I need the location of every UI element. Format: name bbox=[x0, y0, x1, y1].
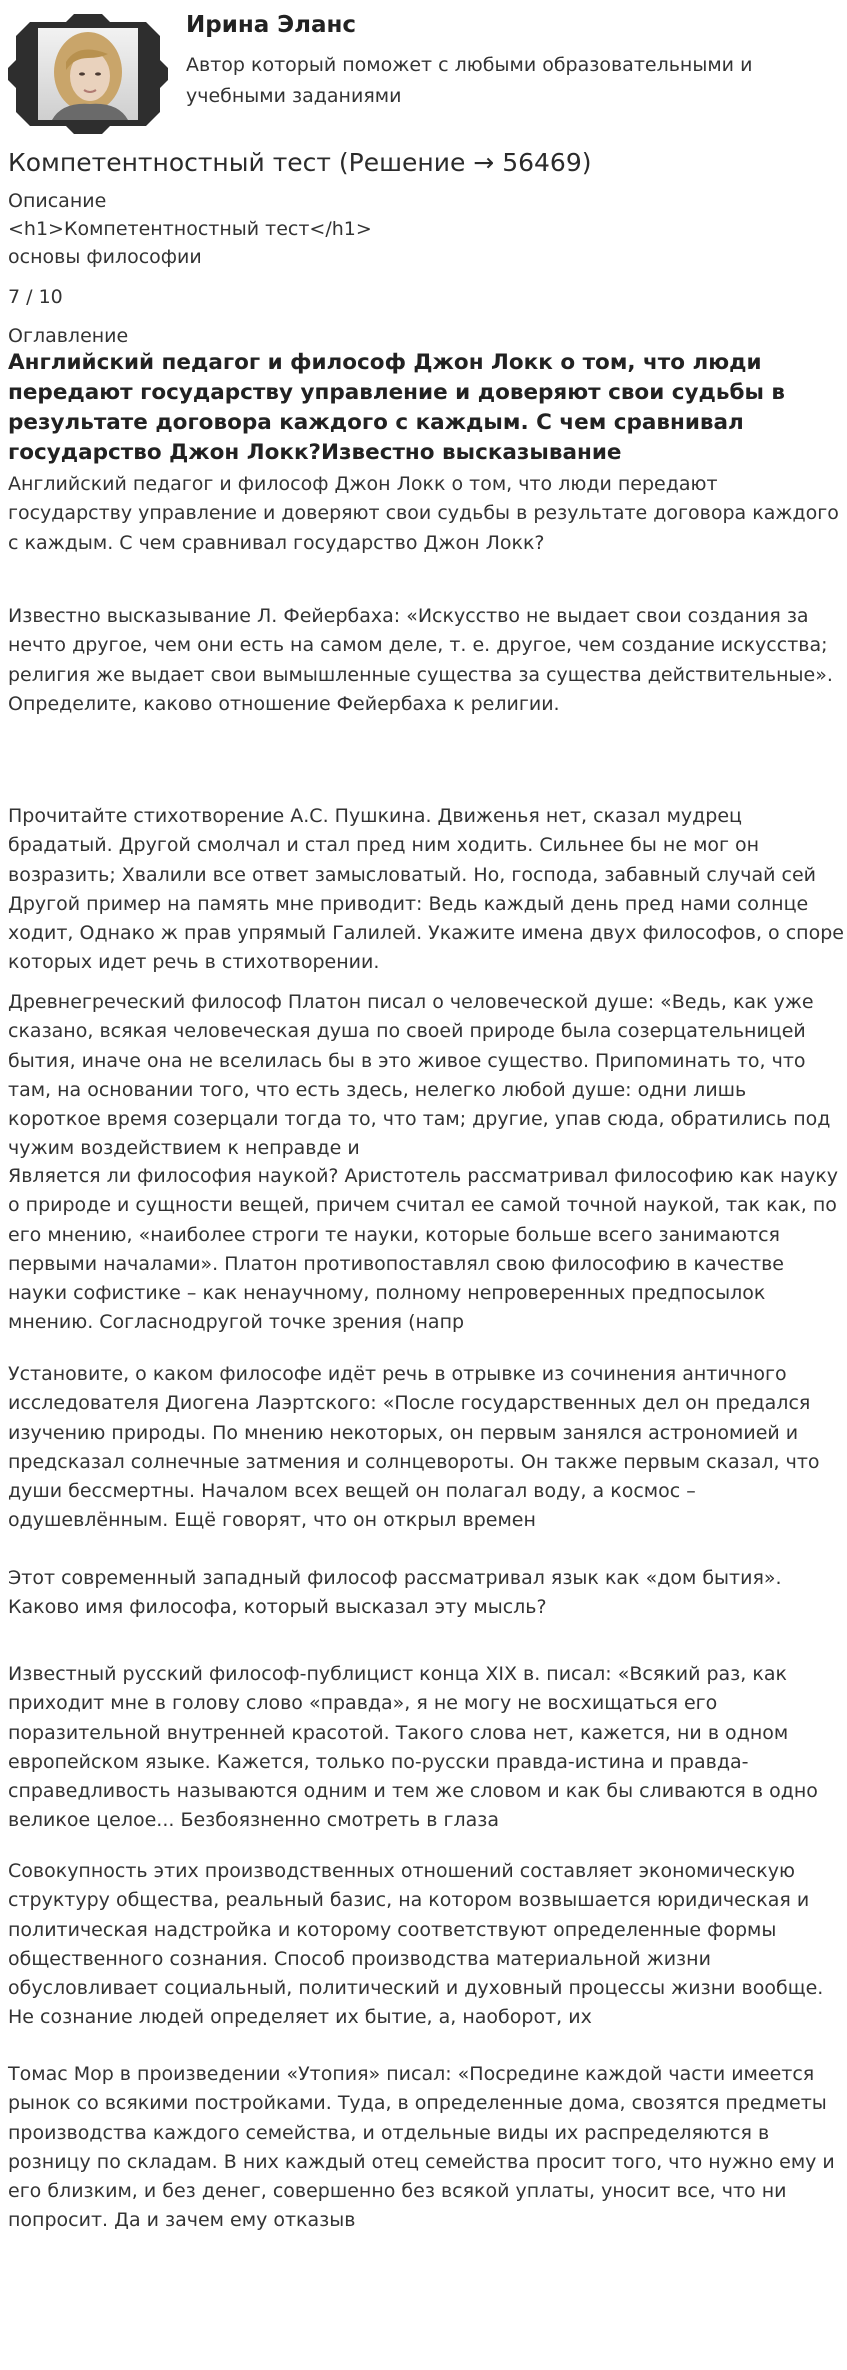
paragraph: Известный русский философ-публицист конца XIX в. писал: «Всякий раз, как приходит мне в голову слово «правда», я не могу не восхищаться его поразительной внутренней красотой. Такого слова нет, кажется, ни в одном европейском языке. Кажется, только по-русски правда-истина и правда-справедливость называются одним и тем же словом и как бы сливаются в одно великое целое... Безбоязненно смотреть в глаза bbox=[8, 1663, 818, 1832]
page-title: Компетентностный тест (Решение → 56469) bbox=[8, 148, 592, 177]
question-progress: 7 / 10 bbox=[8, 286, 63, 308]
avatar-image bbox=[8, 14, 168, 134]
paragraph: Томас Мор в произведении «Утопия» писал: «Посредине каждой части имеется рынок со всякими постройками. Туда, в определенные дома, свозятся предметы производства каждого семейства, и отдельные виды их распределяются в розницу по складам. В них каждый отец семейства просит того, что нужно ему и его близким, и без денег, совершенно без всякой уплаты, уносит все, что ни попросит. Да и зачем ему отказыв bbox=[8, 2063, 835, 2232]
author-name[interactable]: Ирина Эланс bbox=[186, 12, 357, 38]
author-description: Автор который поможет с любыми образовательными и учебными заданиями bbox=[186, 54, 753, 107]
paragraph: Установите, о каком философе идёт речь в отрывке из сочинения античного исследователя Диогена Лаэртского: «После государственных дел он предался изучению природы. По мнению некоторых, он первым занялся астрономией и предсказал солнечные затмения и солнцевороты. Он также первым сказал, что души бессмертны. Началом всех вещей он полагал воду, а космос – одушевлённым. Ещё говорят, что он открыл времен bbox=[8, 1363, 820, 1532]
author-card bbox=[0, 0, 847, 140]
description-label: Описание bbox=[8, 190, 107, 212]
paragraph: Является ли философия наукой? Аристотель рассматривал философию как науку о природе и сущности вещей, причем считал ее самой точной наукой, так как, по его мнению, «наиболее строги те науки, которые больше всего занимаются первыми началами». Платон противопоставлял свою философию в качестве науки софистике – как ненаучному, полному непроверенных предпосылок мнению. Согласнодругой точке зрения (напр bbox=[8, 1165, 839, 1334]
author-avatar[interactable] bbox=[8, 14, 168, 134]
paragraph: Совокупность этих производственных отношений составляет экономическую структуру общества, реальный базис, на котором возвышается юридическая и политическая надстройка и которому соответствуют определенные формы общественного сознания. Способ производства материальной жизни обусловливает социальный, политический и духовный процессы жизни вообще. Не сознание людей определяет их бытие, а, наоборот, их bbox=[8, 1860, 824, 2029]
question-title: Английский педагог и философ Джон Локк о том, что люди передают государству управление и доверяют свои судьбы в результате договора каждого с каждым. С чем сравнивал государство Джон Локк?Известно высказывание bbox=[8, 350, 786, 465]
paragraph: Прочитайте стихотворение А.С. Пушкина. Движенья нет, сказал мудрец брадатый. Другой смолчал и стал пред ним ходить. Сильнее бы не мог он возразить; Хвалили все ответ замысловатый. Но, господа, забавный случай сей Другой пример на память мне приводит: Ведь каждый день пред нами солнце ходит, Однако ж прав упрямый Галилей. Укажите имена двух философов, о споре которых идет речь в стихотворении. bbox=[8, 805, 844, 974]
paragraph: Английский педагог и философ Джон Локк о том, что люди передают государству управление и доверяют свои судьбы в результате договора каждого с каждым. С чем сравнивал государство Джон Локк? bbox=[8, 473, 839, 554]
toc-label[interactable]: Оглавление bbox=[8, 325, 129, 347]
paragraph: Древнегреческий философ Платон писал о человеческой душе: «Ведь, как уже сказано, всякая человеческая душа по своей природе была созерцательницей бытия, иначе она не вселилась бы в это живое существо. Припоминать то, что там, на основании того, что есть здесь, нелегко любой душе: одни лишь короткое время созерцали тогда то, что там; другие, упав сюда, обратились под чужим воздействием к неправде и bbox=[8, 991, 831, 1160]
paragraph: Известно высказывание Л. Фейербаха: «Искусство не выдает свои создания за нечто другое, чем они есть на самом деле, т. е. другое, чем создание искусства; религия же выдает свои вымышленные существа за существа действительные». Определите, каково отношение Фейербаха к религии. bbox=[8, 605, 833, 715]
paragraph: Этот современный западный философ рассматривал язык как «дом бытия». Каково имя философа, который высказал эту мысль? bbox=[8, 1567, 782, 1619]
subject-label: основы философии bbox=[8, 246, 202, 268]
description-content: <h1>Компетентностный тест</h1> bbox=[8, 218, 372, 240]
